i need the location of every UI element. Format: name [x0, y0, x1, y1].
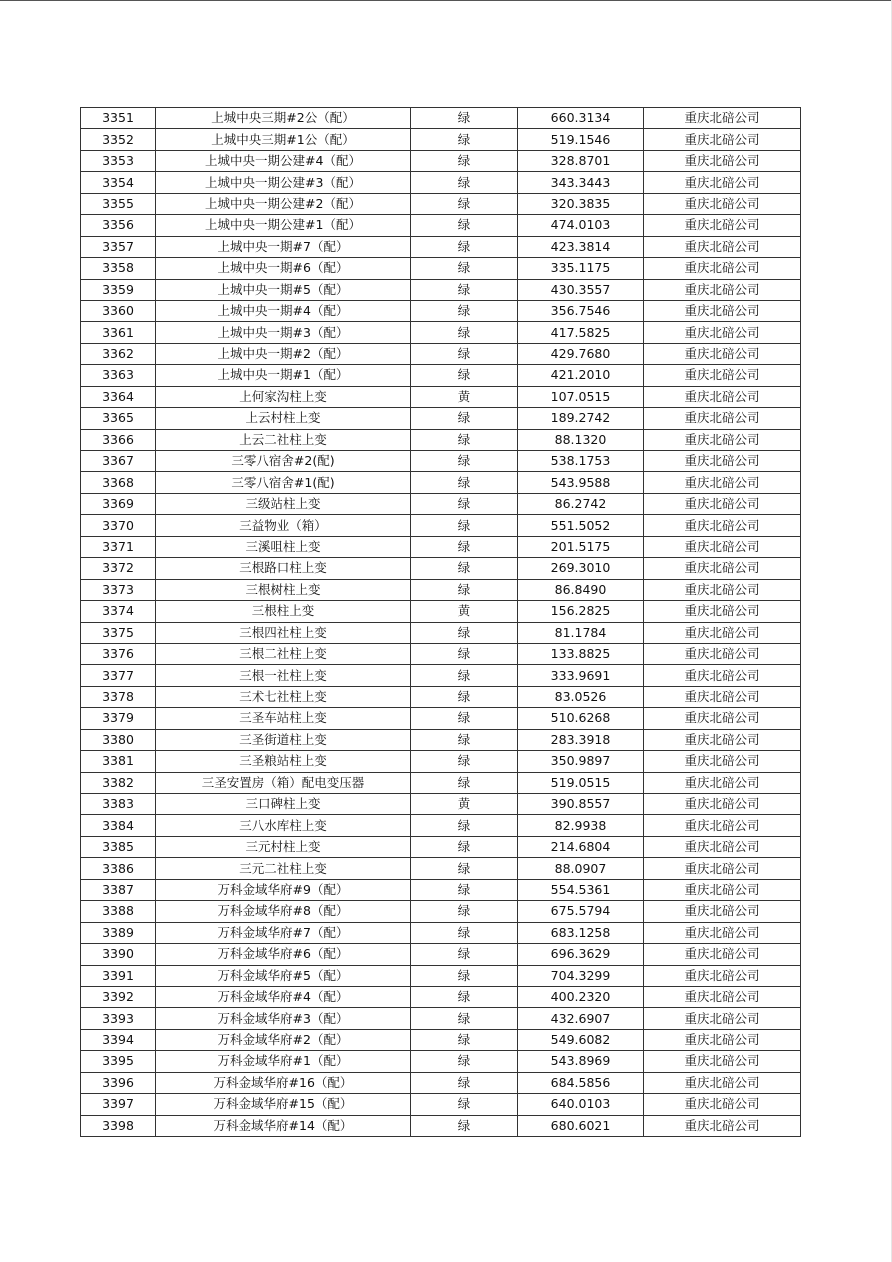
cell-name: 万科金域华府#3（配）: [156, 1008, 411, 1029]
table-row: [81, 601, 801, 622]
cell-level: 绿: [411, 836, 518, 857]
cell-company: 重庆北碚公司: [644, 879, 801, 900]
cell-company: 重庆北碚公司: [644, 686, 801, 707]
cell-id: 3378: [81, 686, 156, 707]
cell-level: 绿: [411, 1115, 518, 1136]
cell-level: 绿: [411, 172, 518, 193]
cell-company: 重庆北碚公司: [644, 515, 801, 536]
transformer-table: [80, 107, 801, 1137]
cell-id: 3363: [81, 365, 156, 386]
cell-id: 3357: [81, 236, 156, 257]
table-row: [81, 922, 801, 943]
cell-level: 绿: [411, 1094, 518, 1115]
cell-level: 绿: [411, 1072, 518, 1093]
cell-name: 三圣街道柱上变: [156, 729, 411, 750]
cell-value: 429.7680: [518, 343, 644, 364]
cell-name: 上城中央一期#3（配）: [156, 322, 411, 343]
table-row: [81, 665, 801, 686]
cell-id: 3383: [81, 794, 156, 815]
cell-value: 423.3814: [518, 236, 644, 257]
cell-value: 543.8969: [518, 1051, 644, 1072]
cell-company: 重庆北碚公司: [644, 965, 801, 986]
cell-company: 重庆北碚公司: [644, 493, 801, 514]
cell-level: 绿: [411, 708, 518, 729]
cell-value: 417.5825: [518, 322, 644, 343]
cell-name: 上城中央一期公建#1（配）: [156, 215, 411, 236]
cell-level: 绿: [411, 536, 518, 557]
cell-level: 绿: [411, 1029, 518, 1050]
cell-value: 554.5361: [518, 879, 644, 900]
table-row: [81, 879, 801, 900]
cell-name: 万科金域华府#2（配）: [156, 1029, 411, 1050]
cell-id: 3388: [81, 901, 156, 922]
cell-company: 重庆北碚公司: [644, 622, 801, 643]
table-row: [81, 1094, 801, 1115]
cell-name: 万科金域华府#9（配）: [156, 879, 411, 900]
cell-level: 绿: [411, 1008, 518, 1029]
cell-id: 3367: [81, 451, 156, 472]
cell-value: 350.9897: [518, 751, 644, 772]
cell-id: 3376: [81, 643, 156, 664]
cell-name: 万科金域华府#4（配）: [156, 986, 411, 1007]
table-row: [81, 622, 801, 643]
cell-name: 三八水库柱上变: [156, 815, 411, 836]
table-row: [81, 472, 801, 493]
table-row: [81, 944, 801, 965]
cell-value: 81.1784: [518, 622, 644, 643]
cell-id: 3364: [81, 386, 156, 407]
cell-company: 重庆北碚公司: [644, 1008, 801, 1029]
cell-value: 421.2010: [518, 365, 644, 386]
cell-company: 重庆北碚公司: [644, 451, 801, 472]
cell-level: 绿: [411, 150, 518, 171]
cell-level: 绿: [411, 858, 518, 879]
table-row: [81, 386, 801, 407]
page-top-border: [0, 0, 892, 1]
table-body: [81, 108, 801, 1137]
cell-name: 三根四社柱上变: [156, 622, 411, 643]
cell-value: 283.3918: [518, 729, 644, 750]
cell-level: 绿: [411, 558, 518, 579]
cell-company: 重庆北碚公司: [644, 386, 801, 407]
cell-value: 549.6082: [518, 1029, 644, 1050]
cell-company: 重庆北碚公司: [644, 944, 801, 965]
cell-name: 三溪咀柱上变: [156, 536, 411, 557]
cell-name: 上城中央一期#1（配）: [156, 365, 411, 386]
cell-id: 3371: [81, 536, 156, 557]
cell-company: 重庆北碚公司: [644, 365, 801, 386]
cell-value: 640.0103: [518, 1094, 644, 1115]
cell-level: 绿: [411, 579, 518, 600]
cell-id: 3396: [81, 1072, 156, 1093]
cell-value: 269.3010: [518, 558, 644, 579]
cell-id: 3352: [81, 129, 156, 150]
cell-id: 3394: [81, 1029, 156, 1050]
table-row: [81, 965, 801, 986]
cell-level: 黄: [411, 601, 518, 622]
table-row: [81, 708, 801, 729]
cell-company: 重庆北碚公司: [644, 858, 801, 879]
cell-company: 重庆北碚公司: [644, 665, 801, 686]
cell-value: 333.9691: [518, 665, 644, 686]
cell-level: 绿: [411, 772, 518, 793]
cell-id: 3372: [81, 558, 156, 579]
table-row: [81, 729, 801, 750]
table-row: [81, 515, 801, 536]
cell-company: 重庆北碚公司: [644, 1072, 801, 1093]
cell-company: 重庆北碚公司: [644, 300, 801, 321]
cell-id: 3365: [81, 408, 156, 429]
cell-name: 万科金域华府#7（配）: [156, 922, 411, 943]
table-row: [81, 172, 801, 193]
cell-name: 上城中央一期公建#3（配）: [156, 172, 411, 193]
cell-level: 绿: [411, 751, 518, 772]
cell-name: 万科金域华府#14（配）: [156, 1115, 411, 1136]
cell-company: 重庆北碚公司: [644, 408, 801, 429]
cell-id: 3381: [81, 751, 156, 772]
cell-value: 675.5794: [518, 901, 644, 922]
table-row: [81, 1051, 801, 1072]
table-row: [81, 772, 801, 793]
cell-company: 重庆北碚公司: [644, 215, 801, 236]
cell-value: 86.2742: [518, 493, 644, 514]
cell-level: 绿: [411, 965, 518, 986]
table-row: [81, 901, 801, 922]
cell-id: 3398: [81, 1115, 156, 1136]
cell-company: 重庆北碚公司: [644, 1094, 801, 1115]
cell-value: 400.2320: [518, 986, 644, 1007]
cell-value: 704.3299: [518, 965, 644, 986]
cell-company: 重庆北碚公司: [644, 558, 801, 579]
cell-id: 3373: [81, 579, 156, 600]
table-row: [81, 1008, 801, 1029]
cell-company: 重庆北碚公司: [644, 536, 801, 557]
cell-id: 3386: [81, 858, 156, 879]
cell-id: 3387: [81, 879, 156, 900]
table-row: [81, 215, 801, 236]
cell-id: 3390: [81, 944, 156, 965]
cell-company: 重庆北碚公司: [644, 815, 801, 836]
cell-company: 重庆北碚公司: [644, 601, 801, 622]
cell-company: 重庆北碚公司: [644, 322, 801, 343]
cell-company: 重庆北碚公司: [644, 429, 801, 450]
cell-level: 绿: [411, 879, 518, 900]
cell-level: 绿: [411, 258, 518, 279]
table-row: [81, 1115, 801, 1136]
table-row: [81, 815, 801, 836]
cell-name: 三益物业（箱）: [156, 515, 411, 536]
cell-level: 绿: [411, 129, 518, 150]
cell-id: 3362: [81, 343, 156, 364]
cell-value: 86.8490: [518, 579, 644, 600]
table-row: [81, 579, 801, 600]
cell-level: 绿: [411, 236, 518, 257]
cell-value: 107.0515: [518, 386, 644, 407]
cell-value: 430.3557: [518, 279, 644, 300]
cell-name: 三圣车站柱上变: [156, 708, 411, 729]
cell-value: 83.0526: [518, 686, 644, 707]
cell-level: 绿: [411, 922, 518, 943]
cell-value: 189.2742: [518, 408, 644, 429]
cell-level: 绿: [411, 493, 518, 514]
cell-level: 绿: [411, 322, 518, 343]
table-row: [81, 279, 801, 300]
cell-name: 上城中央一期公建#4（配）: [156, 150, 411, 171]
cell-company: 重庆北碚公司: [644, 236, 801, 257]
cell-name: 上城中央三期#2公（配）: [156, 108, 411, 129]
cell-level: 绿: [411, 643, 518, 664]
cell-name: 三元二社柱上变: [156, 858, 411, 879]
cell-name: 上云村柱上变: [156, 408, 411, 429]
cell-name: 上城中央一期公建#2（配）: [156, 193, 411, 214]
cell-id: 3375: [81, 622, 156, 643]
cell-value: 343.3443: [518, 172, 644, 193]
cell-company: 重庆北碚公司: [644, 836, 801, 857]
cell-name: 万科金域华府#1（配）: [156, 1051, 411, 1072]
cell-company: 重庆北碚公司: [644, 922, 801, 943]
cell-id: 3353: [81, 150, 156, 171]
cell-id: 3368: [81, 472, 156, 493]
cell-value: 335.1175: [518, 258, 644, 279]
cell-company: 重庆北碚公司: [644, 193, 801, 214]
table-row: [81, 193, 801, 214]
cell-id: 3377: [81, 665, 156, 686]
cell-name: 三级站柱上变: [156, 493, 411, 514]
cell-id: 3395: [81, 1051, 156, 1072]
cell-level: 绿: [411, 944, 518, 965]
cell-id: 3354: [81, 172, 156, 193]
table-row: [81, 322, 801, 343]
cell-id: 3369: [81, 493, 156, 514]
cell-company: 重庆北碚公司: [644, 1029, 801, 1050]
cell-level: 黄: [411, 794, 518, 815]
cell-value: 320.3835: [518, 193, 644, 214]
cell-name: 三根柱上变: [156, 601, 411, 622]
cell-id: 3379: [81, 708, 156, 729]
cell-value: 696.3629: [518, 944, 644, 965]
cell-name: 三根路口柱上变: [156, 558, 411, 579]
cell-name: 上云二社柱上变: [156, 429, 411, 450]
cell-company: 重庆北碚公司: [644, 108, 801, 129]
cell-id: 3374: [81, 601, 156, 622]
cell-level: 绿: [411, 515, 518, 536]
cell-value: 390.8557: [518, 794, 644, 815]
table-row: [81, 236, 801, 257]
cell-name: 万科金域华府#16（配）: [156, 1072, 411, 1093]
cell-company: 重庆北碚公司: [644, 986, 801, 1007]
table-row: [81, 343, 801, 364]
cell-company: 重庆北碚公司: [644, 772, 801, 793]
cell-value: 680.6021: [518, 1115, 644, 1136]
table-row: [81, 451, 801, 472]
cell-company: 重庆北碚公司: [644, 643, 801, 664]
cell-level: 绿: [411, 365, 518, 386]
cell-name: 三零八宿舍#1(配): [156, 472, 411, 493]
cell-value: 684.5856: [518, 1072, 644, 1093]
cell-name: 三根树柱上变: [156, 579, 411, 600]
cell-value: 538.1753: [518, 451, 644, 472]
cell-name: 上城中央一期#7（配）: [156, 236, 411, 257]
cell-name: 万科金域华府#8（配）: [156, 901, 411, 922]
cell-company: 重庆北碚公司: [644, 258, 801, 279]
cell-value: 474.0103: [518, 215, 644, 236]
table-row: [81, 408, 801, 429]
cell-name: 万科金域华府#6（配）: [156, 944, 411, 965]
table-row: [81, 108, 801, 129]
cell-id: 3358: [81, 258, 156, 279]
cell-value: 683.1258: [518, 922, 644, 943]
cell-level: 绿: [411, 279, 518, 300]
cell-id: 3389: [81, 922, 156, 943]
table-row: [81, 643, 801, 664]
cell-id: 3370: [81, 515, 156, 536]
cell-level: 绿: [411, 986, 518, 1007]
cell-level: 绿: [411, 300, 518, 321]
table-row: [81, 836, 801, 857]
cell-id: 3361: [81, 322, 156, 343]
cell-name: 三口碑柱上变: [156, 794, 411, 815]
table-row: [81, 858, 801, 879]
cell-level: 黄: [411, 386, 518, 407]
cell-value: 88.0907: [518, 858, 644, 879]
cell-company: 重庆北碚公司: [644, 729, 801, 750]
cell-level: 绿: [411, 193, 518, 214]
cell-level: 绿: [411, 343, 518, 364]
cell-name: 上城中央三期#1公（配）: [156, 129, 411, 150]
cell-company: 重庆北碚公司: [644, 472, 801, 493]
cell-name: 三根一社柱上变: [156, 665, 411, 686]
cell-company: 重庆北碚公司: [644, 1051, 801, 1072]
cell-company: 重庆北碚公司: [644, 751, 801, 772]
cell-id: 3360: [81, 300, 156, 321]
cell-value: 214.6804: [518, 836, 644, 857]
cell-company: 重庆北碚公司: [644, 794, 801, 815]
cell-level: 绿: [411, 729, 518, 750]
table-row: [81, 1029, 801, 1050]
cell-name: 三圣安置房（箱）配电变压器: [156, 772, 411, 793]
cell-level: 绿: [411, 451, 518, 472]
cell-name: 上城中央一期#5（配）: [156, 279, 411, 300]
cell-name: 上城中央一期#2（配）: [156, 343, 411, 364]
cell-company: 重庆北碚公司: [644, 150, 801, 171]
cell-id: 3397: [81, 1094, 156, 1115]
cell-company: 重庆北碚公司: [644, 172, 801, 193]
table-row: [81, 258, 801, 279]
cell-id: 3391: [81, 965, 156, 986]
cell-id: 3393: [81, 1008, 156, 1029]
table-row: [81, 150, 801, 171]
cell-company: 重庆北碚公司: [644, 901, 801, 922]
cell-company: 重庆北碚公司: [644, 129, 801, 150]
cell-id: 3385: [81, 836, 156, 857]
cell-name: 上何家沟柱上变: [156, 386, 411, 407]
cell-level: 绿: [411, 408, 518, 429]
cell-id: 3380: [81, 729, 156, 750]
cell-company: 重庆北碚公司: [644, 1115, 801, 1136]
cell-id: 3392: [81, 986, 156, 1007]
table-row: [81, 751, 801, 772]
table-row: [81, 536, 801, 557]
table-row: [81, 493, 801, 514]
cell-value: 519.1546: [518, 129, 644, 150]
cell-id: 3366: [81, 429, 156, 450]
cell-id: 3355: [81, 193, 156, 214]
cell-value: 88.1320: [518, 429, 644, 450]
table-row: [81, 686, 801, 707]
cell-value: 356.7546: [518, 300, 644, 321]
cell-value: 82.9938: [518, 815, 644, 836]
cell-id: 3359: [81, 279, 156, 300]
cell-company: 重庆北碚公司: [644, 708, 801, 729]
cell-level: 绿: [411, 108, 518, 129]
cell-company: 重庆北碚公司: [644, 279, 801, 300]
cell-value: 432.6907: [518, 1008, 644, 1029]
cell-value: 551.5052: [518, 515, 644, 536]
cell-name: 万科金域华府#15（配）: [156, 1094, 411, 1115]
table-row: [81, 986, 801, 1007]
cell-name: 三圣粮站柱上变: [156, 751, 411, 772]
table-row: [81, 129, 801, 150]
table-row: [81, 794, 801, 815]
cell-value: 543.9588: [518, 472, 644, 493]
cell-level: 绿: [411, 901, 518, 922]
cell-company: 重庆北碚公司: [644, 343, 801, 364]
cell-value: 660.3134: [518, 108, 644, 129]
table-row: [81, 1072, 801, 1093]
cell-name: 万科金域华府#5（配）: [156, 965, 411, 986]
cell-level: 绿: [411, 215, 518, 236]
cell-company: 重庆北碚公司: [644, 579, 801, 600]
cell-level: 绿: [411, 1051, 518, 1072]
cell-id: 3382: [81, 772, 156, 793]
table-row: [81, 558, 801, 579]
cell-value: 519.0515: [518, 772, 644, 793]
cell-level: 绿: [411, 815, 518, 836]
cell-level: 绿: [411, 429, 518, 450]
cell-id: 3356: [81, 215, 156, 236]
table-row: [81, 365, 801, 386]
cell-value: 133.8825: [518, 643, 644, 664]
table-row: [81, 300, 801, 321]
cell-name: 上城中央一期#4（配）: [156, 300, 411, 321]
cell-name: 上城中央一期#6（配）: [156, 258, 411, 279]
cell-value: 328.8701: [518, 150, 644, 171]
cell-name: 三元村柱上变: [156, 836, 411, 857]
cell-value: 201.5175: [518, 536, 644, 557]
cell-id: 3351: [81, 108, 156, 129]
cell-value: 156.2825: [518, 601, 644, 622]
table-row: [81, 429, 801, 450]
cell-level: 绿: [411, 622, 518, 643]
cell-value: 510.6268: [518, 708, 644, 729]
cell-id: 3384: [81, 815, 156, 836]
cell-name: 三根二社柱上变: [156, 643, 411, 664]
cell-level: 绿: [411, 665, 518, 686]
cell-level: 绿: [411, 686, 518, 707]
cell-level: 绿: [411, 472, 518, 493]
cell-name: 三术七社柱上变: [156, 686, 411, 707]
cell-name: 三零八宿舍#2(配): [156, 451, 411, 472]
